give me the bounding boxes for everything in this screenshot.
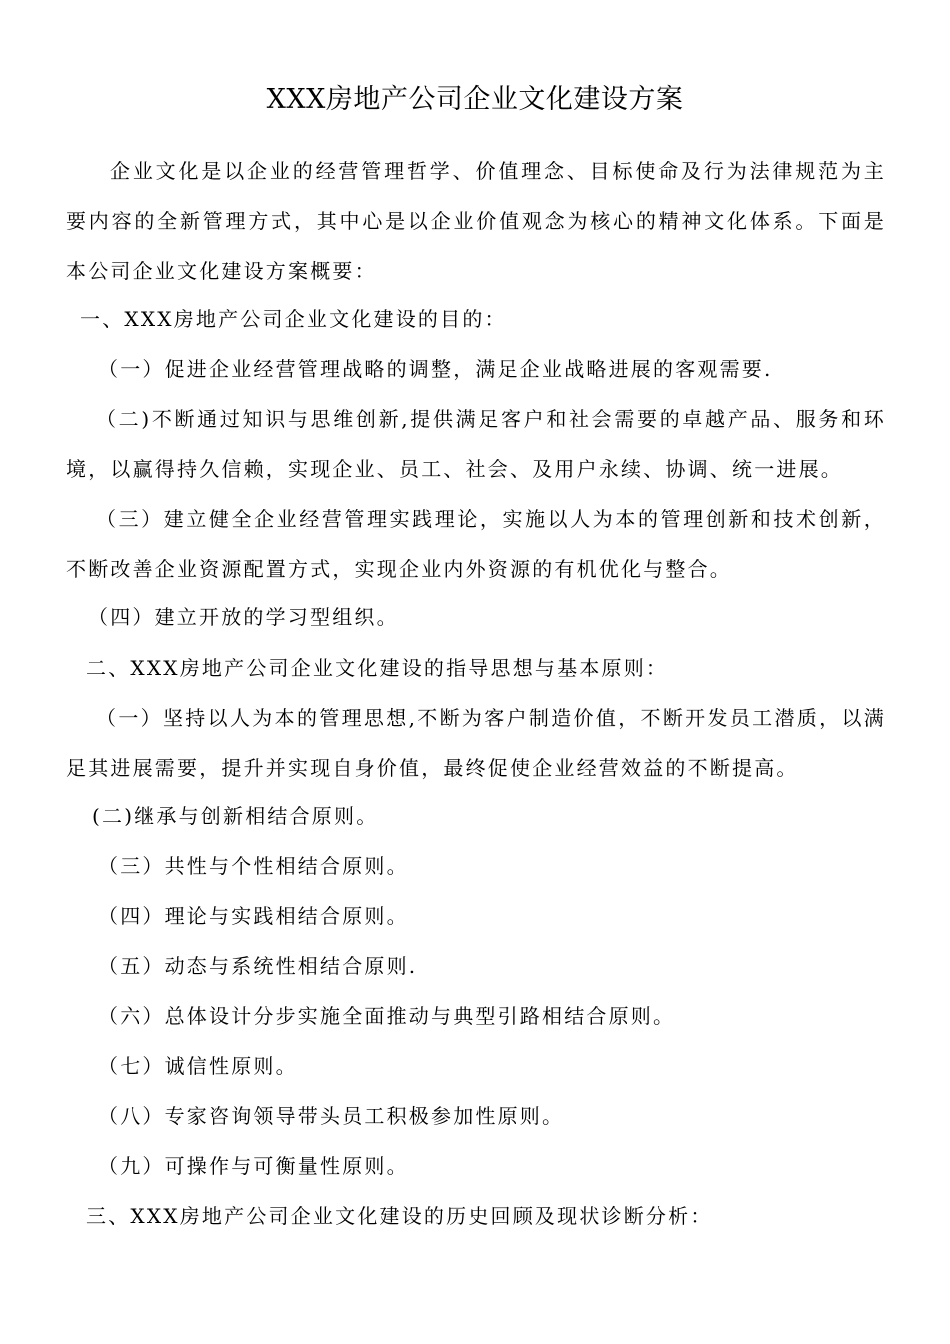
intro-paragraph: 企业文化是以企业的经营管理哲学、价值理念、目标使命及行为法律规范为主要内容的全新管理方式，其中心是以企业价值观念为核心的精神文化体系。下面是本公司企业文化建设方案概要： [66, 159, 886, 283]
section-2-heading: 二、XXX房地产公司企业文化建设的指导思想与基本原则： [86, 656, 669, 680]
section-2-item-2: (二)继承与创新相结合原则。 [92, 804, 379, 828]
section-1-item-4: （四）建立开放的学习型组织。 [88, 605, 399, 629]
section-3-heading: 三、XXX房地产公司企业文化建设的历史回顾及现状诊断分析： [86, 1204, 713, 1228]
document-title: XXX房地产公司企业文化建设方案 [266, 84, 684, 115]
section-2-item-6: （六）总体设计分步实施全面推动与典型引路相结合原则。 [98, 1004, 676, 1028]
section-2-item-1: （一）坚持以人为本的管理思想,不断为客户制造价值，不断开发员工潜质，以满足其进展需要，提升并实现自身价值，最终促使企业经营效益的不断提高。 [66, 706, 886, 780]
section-2-item-8: （八）专家咨询领导带头员工积极参加性原则。 [98, 1104, 565, 1128]
section-2-item-5: （五）动态与系统性相结合原则. [98, 954, 418, 978]
section-1-item-1: （一）促进企业经营管理战略的调整，满足企业战略进展的客观需要. [98, 357, 773, 381]
section-2-item-3: （三）共性与个性相结合原则。 [98, 854, 409, 878]
section-1-item-3: （三）建立健全企业经营管理实践理论，实施以人为本的管理创新和技术创新，不断改善企业资源配置方式，实现企业内外资源的有机优化与整合。 [66, 507, 886, 581]
section-1-item-2: （二)不断通过知识与思维创新,提供满足客户和社会需要的卓越产品、服务和环境，以赢得持久信赖，实现企业、员工、社会、及用户永续、协调、统一进展。 [66, 407, 886, 481]
section-2-item-9: （九）可操作与可衡量性原则。 [98, 1154, 409, 1178]
section-1-heading: 一、XXX房地产公司企业文化建设的目的： [80, 307, 507, 331]
section-2-item-7: （七）诚信性原则。 [98, 1054, 298, 1078]
section-2-item-4: （四）理论与实践相结合原则。 [98, 904, 409, 928]
